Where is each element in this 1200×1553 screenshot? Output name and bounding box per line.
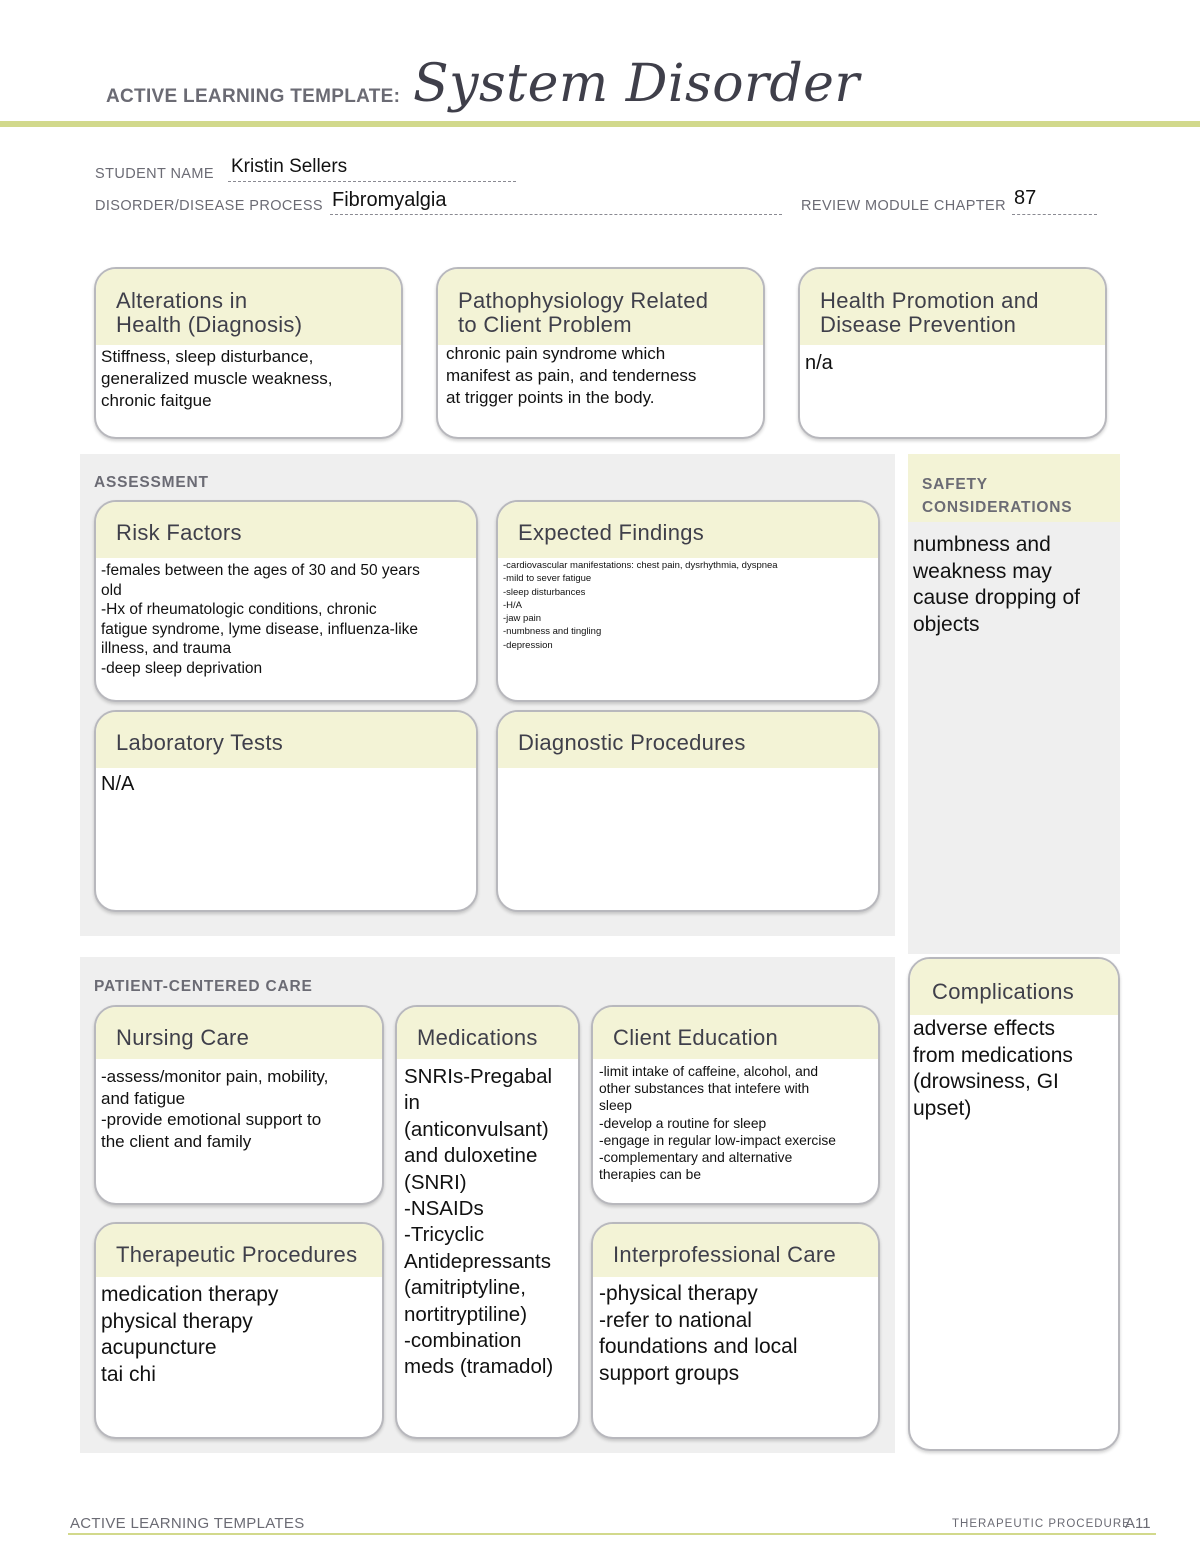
- chapter-label: REVIEW MODULE CHAPTER: [801, 198, 1006, 214]
- safety-text[interactable]: numbness and weakness may cause dropping of objects: [913, 533, 1080, 636]
- complications-box: [908, 957, 1120, 1451]
- health-promotion-box: [798, 267, 1107, 439]
- diagnostic-procedures-title: Diagnostic Procedures: [498, 712, 878, 768]
- nursing-care-text[interactable]: -assess/monitor pain, mobility, and fatigue -provide emotional support to the client and family: [101, 1067, 329, 1151]
- expected-findings-title: Expected Findings: [498, 502, 878, 558]
- client-education-box: [591, 1005, 880, 1205]
- page-number: A11: [1125, 1515, 1151, 1532]
- footer-left-label: ACTIVE LEARNING TEMPLATES: [70, 1515, 305, 1532]
- disorder-field[interactable]: [330, 189, 782, 215]
- patient-care-label: PATIENT-CENTERED CARE: [94, 978, 313, 995]
- student-name-label: STUDENT NAME: [95, 166, 214, 182]
- disorder-value: Fibromyalgia: [332, 189, 447, 211]
- diagnostic-procedures-box: [496, 710, 880, 912]
- pathophysiology-text[interactable]: chronic pain syndrome which manifest as pain, and tenderness at trigger points in the body.: [446, 344, 697, 407]
- footer-right-label: THERAPEUTIC PROCEDURE: [952, 1518, 1131, 1530]
- risk-factors-title: Risk Factors: [96, 502, 476, 558]
- header-divider: [0, 121, 1200, 127]
- therapeutic-procedures-title: Therapeutic Procedures: [96, 1224, 382, 1277]
- health-promotion-title: Health Promotion and Disease Prevention: [800, 269, 1105, 345]
- laboratory-tests-text[interactable]: N/A: [101, 773, 135, 795]
- student-name-field[interactable]: [228, 156, 516, 182]
- chapter-field[interactable]: [1012, 187, 1097, 215]
- client-education-title: Client Education: [593, 1007, 878, 1059]
- interprofessional-care-title: Interprofessional Care: [593, 1224, 878, 1277]
- safety-label: SAFETY CONSIDERATIONS: [922, 476, 1073, 516]
- alterations-text[interactable]: Stiffness, sleep disturbance, generalized muscle weakness, chronic faitgue: [101, 347, 333, 410]
- nursing-care-box: [94, 1005, 384, 1205]
- client-education-text[interactable]: -limit intake of caffeine, alcohol, and other substances that intefere with sleep -develop a routine for sleep -engage in regular low-impact exercise -complementary and alternative therapies can be: [599, 1064, 836, 1183]
- risk-factors-box: [94, 500, 478, 702]
- medications-title: Medications: [397, 1007, 578, 1059]
- medications-box: [395, 1005, 580, 1439]
- disorder-label: DISORDER/DISEASE PROCESS: [95, 198, 323, 214]
- chapter-value: 87: [1014, 187, 1037, 209]
- diagnostic-procedures-text[interactable]: [498, 768, 878, 776]
- pathophysiology-title: Pathophysiology Related to Client Problem: [438, 269, 763, 345]
- nursing-care-title: Nursing Care: [96, 1007, 382, 1059]
- laboratory-tests-box: [94, 710, 478, 912]
- page-title: System Disorder: [413, 54, 860, 114]
- alterations-title: Alterations in Health (Diagnosis): [96, 269, 401, 345]
- interprofessional-care-box: [591, 1222, 880, 1439]
- laboratory-tests-title: Laboratory Tests: [96, 712, 476, 768]
- footer-divider: [68, 1533, 1156, 1535]
- alterations-box: [94, 267, 403, 439]
- expected-findings-text[interactable]: -cardiovascular manifestations: chest pain, dysrhythmia, dyspnea -mild to sever fatigue -sleep disturbances -H/A -jaw pain -numbness and tingling -depression: [503, 560, 778, 651]
- assessment-label: ASSESSMENT: [94, 474, 209, 491]
- complications-text[interactable]: adverse effects from medications (drowsiness, GI upset): [913, 1017, 1073, 1120]
- template-label: ACTIVE LEARNING TEMPLATE:: [106, 86, 401, 107]
- therapeutic-procedures-text[interactable]: medication therapy physical therapy acupuncture tai chi: [101, 1283, 279, 1386]
- expected-findings-box: [496, 500, 880, 702]
- health-promotion-text[interactable]: n/a: [805, 352, 833, 374]
- medications-text[interactable]: SNRIs-Pregabal in (anticonvulsant) and duloxetine (SNRI) -NSAIDs -Tricyclic Antidepressants (amitriptyline, nortitryptiline) -combination meds (tramadol): [404, 1065, 554, 1379]
- student-name-value: Kristin Sellers: [231, 156, 348, 177]
- safety-panel: [908, 454, 1120, 954]
- therapeutic-procedures-box: [94, 1222, 384, 1439]
- risk-factors-text[interactable]: -females between the ages of 30 and 50 years old -Hx of rheumatologic conditions, chronic fatigue syndrome, lyme disease, influenza-like illness, and trauma -deep sleep deprivation: [101, 562, 420, 677]
- complications-title: Complications: [910, 959, 1118, 1015]
- interprofessional-care-text[interactable]: -physical therapy -refer to national foundations and local support groups: [599, 1282, 798, 1385]
- pathophysiology-box: [436, 267, 765, 439]
